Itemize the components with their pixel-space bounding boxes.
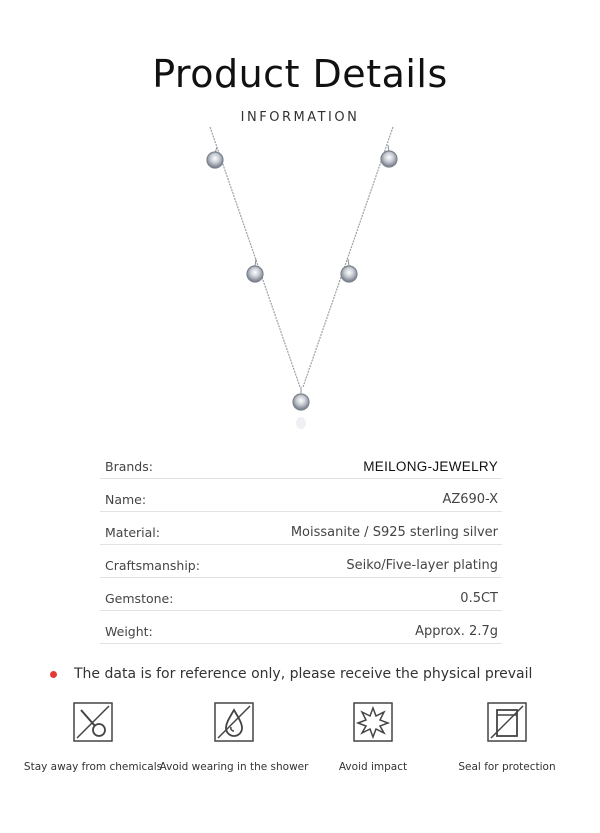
spec-row-brand <box>100 446 502 479</box>
spec-row-name <box>100 479 502 512</box>
seal-bag-icon <box>485 700 529 744</box>
gem-drop-1 <box>207 152 223 168</box>
spec-value: Seiko/Five-layer plating <box>346 558 498 573</box>
spec-value: Moissanite / S925 sterling silver <box>290 525 498 540</box>
spec-row-gemstone <box>100 578 502 611</box>
spec-label: Gemstone: <box>105 591 174 606</box>
spec-label: Name: <box>105 492 147 507</box>
necklace-image <box>195 125 410 440</box>
spec-value: 0.5CT <box>460 591 498 606</box>
spec-value: Approx. 2.7g <box>415 624 498 639</box>
spec-table <box>100 446 502 644</box>
spec-row-craftsmanship <box>100 545 502 578</box>
reference-notice <box>50 666 570 682</box>
gem-drop-4 <box>341 266 357 282</box>
avoid-impact-icon <box>351 700 395 744</box>
spec-value: MEILONG-JEWELRY <box>363 459 498 474</box>
care-label: Avoid wearing in the shower <box>159 761 309 773</box>
spec-label: Craftsmanship: <box>105 558 200 573</box>
care-label: Avoid impact <box>338 761 408 773</box>
care-icons <box>23 700 568 790</box>
care-label: Stay away from chemicals <box>23 761 163 773</box>
red-dot-icon <box>50 671 57 678</box>
gem-drop-2 <box>381 151 397 167</box>
spec-row-material <box>100 512 502 545</box>
spec-label: Material: <box>105 525 160 540</box>
gem-drop-3 <box>247 266 263 282</box>
spec-value: AZ690-X <box>442 492 498 507</box>
care-item-shower <box>159 700 309 773</box>
care-label: Seal for protection <box>458 761 556 773</box>
gem-drop-5 <box>293 394 309 429</box>
page-title: Product Details <box>152 52 448 96</box>
no-chemicals-icon <box>71 700 115 744</box>
care-item-seal <box>432 700 582 773</box>
no-shower-icon <box>212 700 256 744</box>
spec-row-weight <box>100 611 502 644</box>
spec-label: Brands: <box>105 459 153 474</box>
care-item-chemicals <box>18 700 168 773</box>
notice-text: The data is for reference only, please receive the physical prevail <box>74 666 533 682</box>
page-subtitle: INFORMATION <box>240 110 360 125</box>
care-item-impact <box>298 700 448 773</box>
spec-label: Weight: <box>105 624 153 639</box>
